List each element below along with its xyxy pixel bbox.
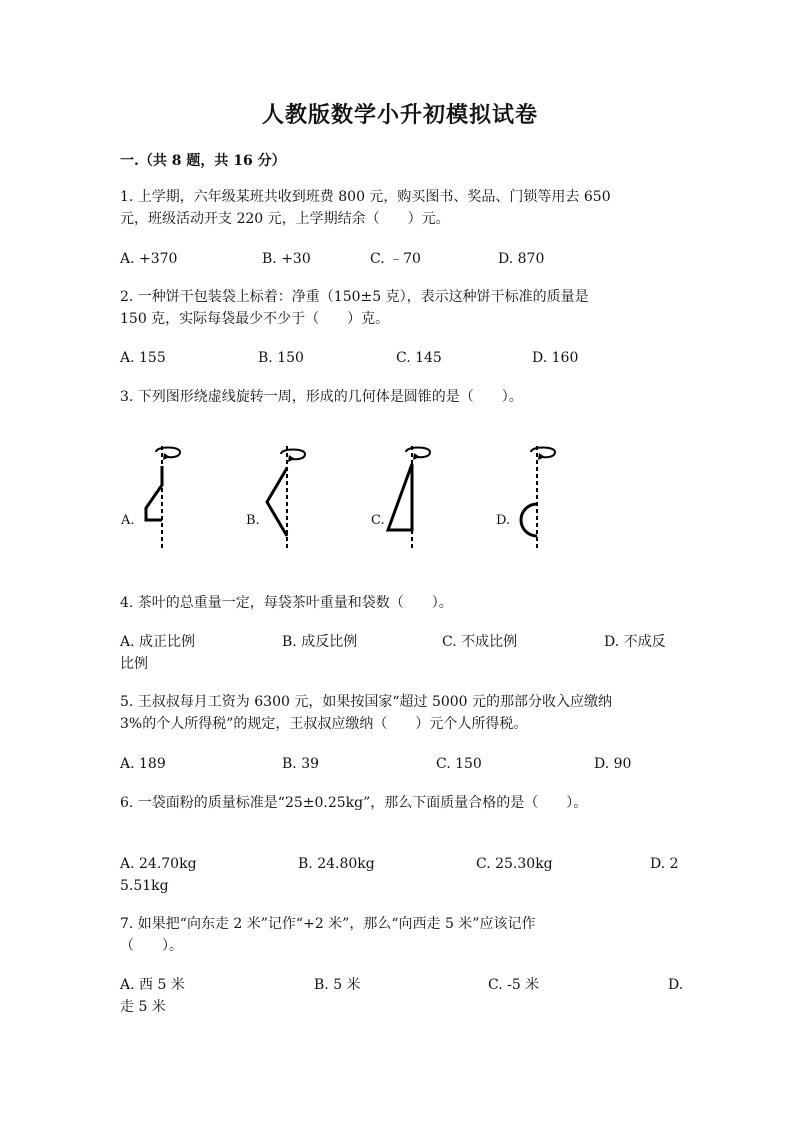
question-2-option-a[interactable]: A. 155 (120, 350, 166, 366)
question-1-stem (120, 186, 685, 230)
figure-d-shape (487, 440, 597, 555)
question-1-line-2: 元，班级活动开支 220 元，上学期结余（ ）元。 (120, 211, 450, 227)
question-7-option-d-wrap: 走 5 米 (120, 999, 166, 1015)
question-7-line-1: 7. 如果把“向东走 2 米”记作“+2 米”，那么“向西走 5 米”应该记作 (120, 916, 536, 932)
figure-d-label: D. (496, 513, 511, 528)
question-7-option-c[interactable]: C. -5 米 (488, 977, 540, 993)
question-1-option-c[interactable]: C. ﹣70 (370, 251, 421, 267)
figure-b-label: B. (246, 513, 260, 528)
question-5-line-2: 3%的个人所得税”的规定，王叔叔应缴纳（ ）元个人所得税。 (120, 716, 528, 732)
figure-b[interactable] (237, 440, 347, 555)
question-2-option-b[interactable]: B. 150 (258, 350, 304, 366)
question-7-option-d[interactable]: D. (668, 977, 684, 993)
figure-c[interactable] (362, 440, 472, 555)
question-1-option-a[interactable]: A. +370 (120, 251, 178, 267)
question-4-option-c[interactable]: C. 不成比例 (442, 634, 518, 650)
question-4-option-b[interactable]: B. 成反比例 (282, 634, 358, 650)
figure-d[interactable] (487, 440, 597, 555)
section-heading: 一.（共 8 题，共 16 分） (120, 153, 286, 169)
question-1-option-d[interactable]: D. 870 (498, 251, 545, 267)
figure-a-shape (112, 440, 222, 555)
question-5-option-d[interactable]: D. 90 (594, 756, 632, 772)
page-title: 人教版数学小升初模拟试卷 (261, 102, 538, 128)
question-2-option-d[interactable]: D. 160 (532, 350, 579, 366)
question-6-option-c[interactable]: C. 25.30kg (476, 856, 553, 872)
question-5-option-b[interactable]: B. 39 (282, 756, 320, 772)
figure-a[interactable] (112, 440, 222, 555)
question-6-option-d-wrap: 5.51kg (120, 878, 169, 894)
figure-a-label: A. (121, 513, 135, 528)
question-2-stem (120, 286, 685, 330)
question-7-line-2: （ ）。 (120, 938, 183, 954)
question-4-option-d[interactable]: D. 不成反 (604, 634, 666, 650)
question-6-stem: 6. 一袋面粉的质量标准是“25±0.25kg”，那么下面质量合格的是（ ）。 (120, 795, 588, 811)
figure-c-label: C. (371, 513, 385, 528)
question-2-line-2: 150 克，实际每袋最少不少于（ ）克。 (120, 311, 390, 327)
question-7-stem (120, 913, 685, 957)
question-5-stem (120, 691, 685, 735)
question-3-figures (112, 440, 592, 555)
question-5-option-c[interactable]: C. 150 (436, 756, 482, 772)
figure-c-shape (362, 440, 472, 555)
question-2-line-1: 2. 一种饼干包装袋上标着：净重（150±5 克），表示这种饼干标准的质量是 (120, 289, 589, 305)
question-7-option-a[interactable]: A. 西 5 米 (120, 977, 185, 993)
question-1-line-1: 1. 上学期，六年级某班共收到班费 800 元，购买图书、奖品、门锁等用去 650 (120, 189, 611, 205)
question-7-option-b[interactable]: B. 5 米 (314, 977, 361, 993)
figure-b-shape (237, 440, 347, 555)
question-3-stem: 3. 下列图形绕虚线旋转一周，形成的几何体是圆锥的是（ ）。 (120, 389, 523, 405)
question-6-option-b[interactable]: B. 24.80kg (298, 856, 375, 872)
question-4-option-d-wrap: 比例 (120, 656, 148, 672)
question-5-line-1: 5. 王叔叔每月工资为 6300 元，如果按国家“超过 5000 元的那部分收入应缴纳 (120, 694, 613, 710)
question-4-stem: 4. 茶叶的总重量一定，每袋茶叶重量和袋数（ ）。 (120, 595, 453, 611)
question-1-option-b[interactable]: B. +30 (262, 251, 311, 267)
question-5-option-a[interactable]: A. 189 (120, 756, 166, 772)
question-6-option-a[interactable]: A. 24.70kg (120, 856, 197, 872)
question-4-option-a[interactable]: A. 成正比例 (120, 634, 196, 650)
question-6-option-d[interactable]: D. 2 (650, 856, 679, 872)
question-2-option-c[interactable]: C. 145 (396, 350, 442, 366)
